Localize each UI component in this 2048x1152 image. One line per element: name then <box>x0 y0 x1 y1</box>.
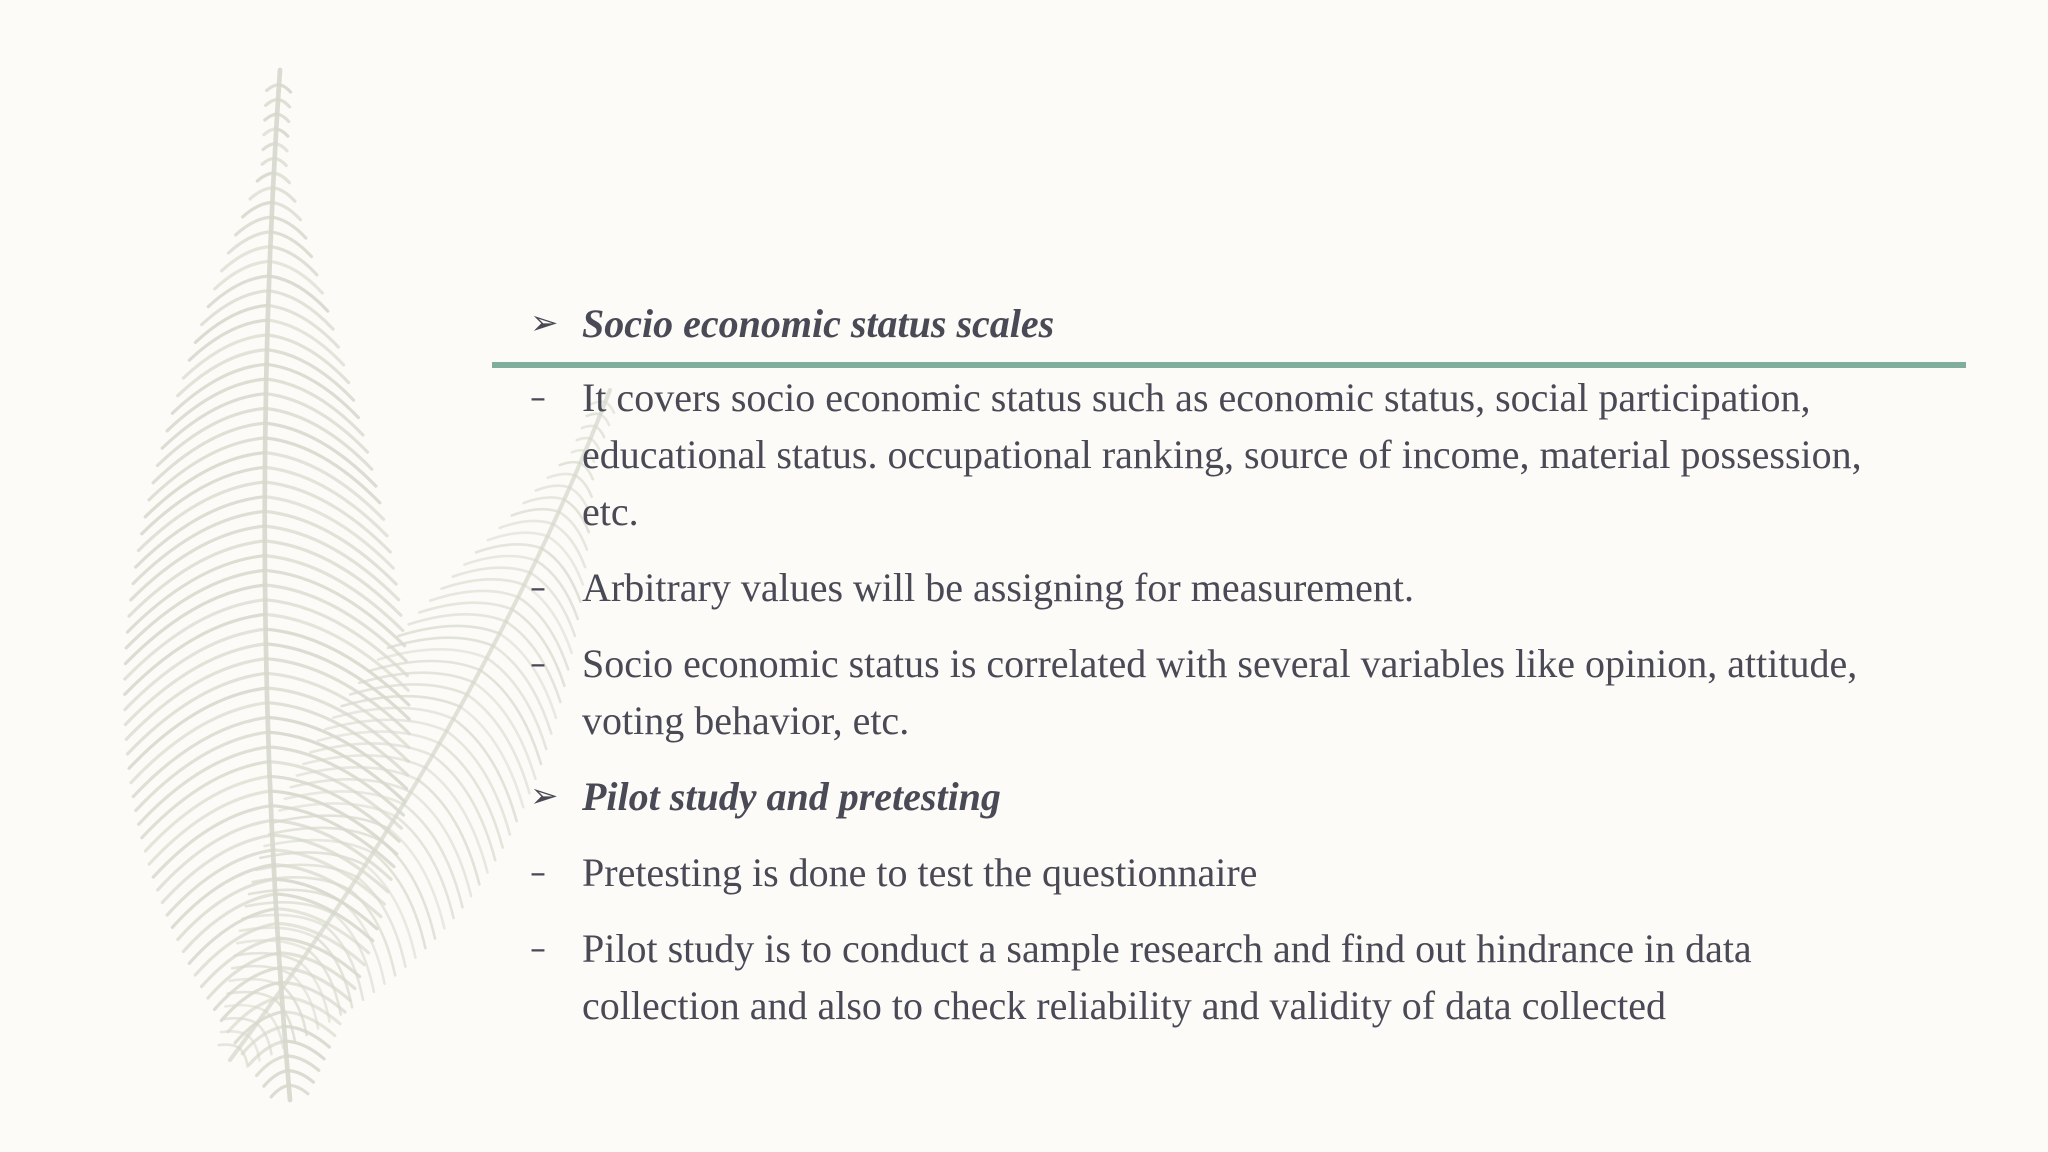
dash-bullet: – <box>530 568 546 606</box>
list-item-text: Arbitrary values will be assigning for measurement. <box>582 565 1414 610</box>
dash-bullet: – <box>530 644 546 682</box>
arrow-bullet-icon: ➢ <box>530 303 559 343</box>
dash-bullet: – <box>530 378 546 416</box>
list-item <box>530 844 1960 901</box>
list-item <box>530 369 1960 540</box>
list-item <box>530 559 1960 616</box>
arrow-bullet-icon: ➢ <box>530 776 559 816</box>
dash-bullet: – <box>530 853 546 891</box>
list-item-text: Pilot study is to conduct a sample research and find out hindrance in data collection and also to check reliability and validity of data collected <box>582 926 1752 1028</box>
section-heading-text: Socio economic status scales <box>582 301 1055 346</box>
section-heading <box>530 768 1960 825</box>
slide-body <box>530 295 1960 1034</box>
list-item-text: Socio economic status is correlated with several variables like opinion, attitude, voting behavior, etc. <box>582 641 1858 743</box>
dash-bullet: – <box>530 929 546 967</box>
section-heading-text: Pilot study and pretesting <box>582 774 1001 819</box>
section-heading <box>530 295 1960 352</box>
list-item <box>530 920 1960 1034</box>
list-item-text: Pretesting is done to test the questionnaire <box>582 850 1258 895</box>
list-item <box>530 635 1960 749</box>
list-item-text: It covers socio economic status such as economic status, social participation, educational status. occupational ranking, source of income, material possession, etc. <box>582 375 1862 534</box>
